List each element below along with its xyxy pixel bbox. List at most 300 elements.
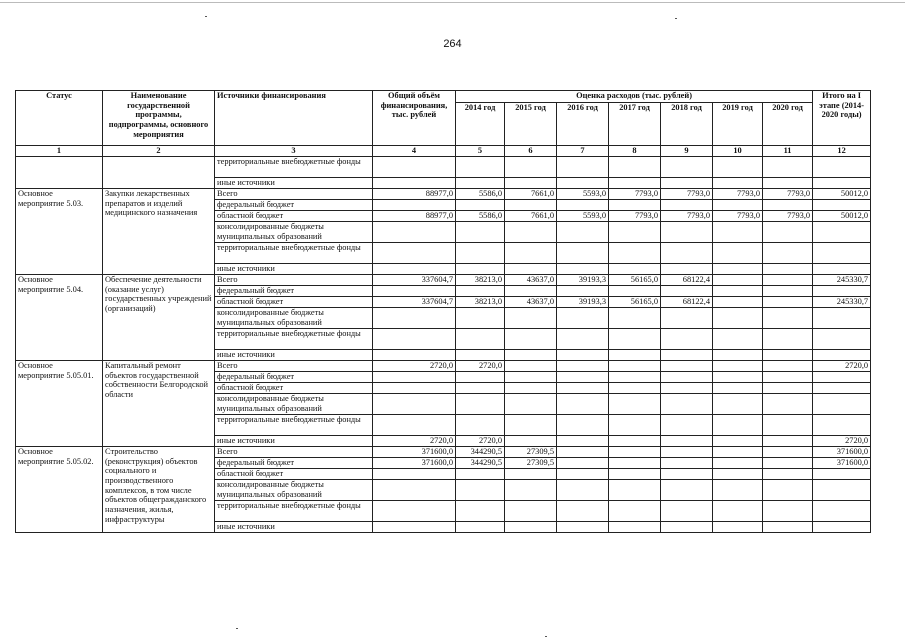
value-cell (713, 447, 763, 458)
value-cell (813, 394, 871, 415)
value-cell: 7661,0 (505, 189, 557, 200)
value-cell (505, 329, 557, 350)
value-cell (713, 522, 763, 533)
source-cell: федеральный бюджет (215, 200, 373, 211)
source-cell: консолидированные бюджеты муниципальных образований (215, 394, 373, 415)
value-cell (557, 361, 609, 372)
value-cell (713, 361, 763, 372)
value-cell (763, 436, 813, 447)
header-year: 2019 год (713, 103, 763, 146)
value-cell: 27309,5 (505, 447, 557, 458)
value-cell (505, 383, 557, 394)
column-number: 10 (713, 146, 763, 157)
source-cell: территориальные внебюджетные фонды (215, 157, 373, 178)
value-cell (813, 178, 871, 189)
value-cell (713, 372, 763, 383)
value-cell (557, 329, 609, 350)
value-cell (763, 297, 813, 308)
value-cell (661, 157, 713, 178)
value-cell (713, 415, 763, 436)
value-cell (813, 469, 871, 480)
value-cell (661, 436, 713, 447)
value-cell (713, 157, 763, 178)
column-numbers-row (16, 146, 871, 157)
value-cell (763, 383, 813, 394)
value-cell (456, 243, 505, 264)
value-cell (505, 372, 557, 383)
value-cell: 2720,0 (813, 361, 871, 372)
value-cell (813, 350, 871, 361)
column-number: 1 (16, 146, 103, 157)
header-year: 2020 год (763, 103, 813, 146)
value-cell (813, 286, 871, 297)
value-cell (456, 522, 505, 533)
value-cell (713, 480, 763, 501)
source-cell: территориальные внебюджетные фонды (215, 415, 373, 436)
value-cell: 245330,7 (813, 297, 871, 308)
value-cell (763, 275, 813, 286)
value-cell: 56165,0 (609, 275, 661, 286)
table-row (16, 157, 871, 178)
value-cell (813, 329, 871, 350)
value-cell: 337604,7 (373, 275, 456, 286)
source-cell: территориальные внебюджетные фонды (215, 243, 373, 264)
source-cell: областной бюджет (215, 383, 373, 394)
value-cell (557, 200, 609, 211)
value-cell: 7793,0 (661, 189, 713, 200)
value-cell (609, 522, 661, 533)
value-cell (661, 361, 713, 372)
source-cell: иные источники (215, 436, 373, 447)
scan-speck (236, 628, 238, 629)
value-cell (763, 458, 813, 469)
value-cell (456, 178, 505, 189)
value-cell: 88977,0 (373, 189, 456, 200)
value-cell (609, 480, 661, 501)
source-cell: федеральный бюджет (215, 372, 373, 383)
column-number: 12 (813, 146, 871, 157)
source-cell: консолидированные бюджеты муниципальных образований (215, 480, 373, 501)
value-cell (763, 415, 813, 436)
value-cell (661, 200, 713, 211)
value-cell (661, 350, 713, 361)
column-number: 8 (609, 146, 661, 157)
value-cell (609, 447, 661, 458)
scan-speck (675, 18, 677, 19)
value-cell (763, 286, 813, 297)
value-cell (609, 200, 661, 211)
value-cell (456, 501, 505, 522)
value-cell (557, 350, 609, 361)
value-cell (763, 361, 813, 372)
name-cell: Капитальный ремонт объектов государственной собственности Белгородской области (103, 361, 215, 447)
table-body (16, 157, 871, 533)
value-cell (763, 222, 813, 243)
value-cell (661, 264, 713, 275)
status-cell: Основное мероприятие 5.03. (16, 189, 103, 275)
column-number: 5 (456, 146, 505, 157)
value-cell: 7793,0 (763, 189, 813, 200)
value-cell: 43637,0 (505, 275, 557, 286)
value-cell (557, 383, 609, 394)
value-cell (505, 480, 557, 501)
value-cell: 38213,0 (456, 297, 505, 308)
scan-edge (0, 2, 905, 3)
value-cell (505, 415, 557, 436)
value-cell (713, 350, 763, 361)
value-cell: 2720,0 (456, 436, 505, 447)
value-cell (505, 200, 557, 211)
source-cell: областной бюджет (215, 469, 373, 480)
value-cell (713, 436, 763, 447)
value-cell: 7793,0 (661, 211, 713, 222)
value-cell (557, 415, 609, 436)
value-cell (456, 264, 505, 275)
value-cell (373, 243, 456, 264)
value-cell (813, 415, 871, 436)
value-cell (557, 436, 609, 447)
value-cell (763, 200, 813, 211)
value-cell (661, 383, 713, 394)
value-cell (373, 522, 456, 533)
value-cell (713, 458, 763, 469)
value-cell (661, 458, 713, 469)
value-cell (557, 243, 609, 264)
table-row (16, 189, 871, 200)
value-cell (456, 200, 505, 211)
value-cell (505, 350, 557, 361)
value-cell (763, 480, 813, 501)
value-cell (763, 243, 813, 264)
value-cell: 39193,3 (557, 297, 609, 308)
value-cell: 2720,0 (456, 361, 505, 372)
value-cell (609, 264, 661, 275)
value-cell (661, 372, 713, 383)
value-cell: 50012,0 (813, 189, 871, 200)
value-cell (456, 157, 505, 178)
value-cell: 50012,0 (813, 211, 871, 222)
value-cell: 5586,0 (456, 211, 505, 222)
value-cell (456, 480, 505, 501)
column-number: 6 (505, 146, 557, 157)
header-estimate: Оценка расходов (тыс. рублей) (456, 91, 813, 103)
scan-speck (545, 636, 547, 637)
value-cell (609, 243, 661, 264)
value-cell (813, 243, 871, 264)
name-cell: Обеспечение деятельности (оказание услуг) государственных учреждений (организаций) (103, 275, 215, 361)
source-cell: Всего (215, 275, 373, 286)
name-cell: Закупки лекарственных препаратов и изделий медицинского назначения (103, 189, 215, 275)
value-cell (505, 222, 557, 243)
value-cell: 5593,0 (557, 211, 609, 222)
name-cell: Строительство (реконструкция) объектов социального и производственного комплексов, в том числе объектов общегражданского назначения, жилья, инфраструктуры (103, 447, 215, 533)
value-cell: 245330,7 (813, 275, 871, 286)
header-year: 2016 год (557, 103, 609, 146)
value-cell (609, 501, 661, 522)
value-cell (713, 297, 763, 308)
value-cell (713, 275, 763, 286)
page-number: 264 (443, 38, 462, 50)
value-cell (505, 243, 557, 264)
value-cell (661, 447, 713, 458)
value-cell (661, 522, 713, 533)
value-cell (373, 469, 456, 480)
value-cell (609, 286, 661, 297)
table-row (16, 275, 871, 286)
source-cell: территориальные внебюджетные фонды (215, 329, 373, 350)
value-cell: 43637,0 (505, 297, 557, 308)
value-cell (609, 222, 661, 243)
header-total: Общий объём финансирования, тыс. рублей (373, 91, 456, 146)
value-cell (557, 308, 609, 329)
header-year: 2014 год (456, 103, 505, 146)
value-cell: 7793,0 (713, 189, 763, 200)
table-row (16, 361, 871, 372)
value-cell (609, 383, 661, 394)
value-cell (505, 178, 557, 189)
source-cell: иные источники (215, 264, 373, 275)
value-cell (373, 415, 456, 436)
value-cell (373, 383, 456, 394)
column-number: 9 (661, 146, 713, 157)
value-cell (609, 329, 661, 350)
column-number: 11 (763, 146, 813, 157)
value-cell (763, 469, 813, 480)
value-cell (813, 522, 871, 533)
value-cell (763, 329, 813, 350)
value-cell (373, 286, 456, 297)
value-cell (373, 308, 456, 329)
value-cell (661, 308, 713, 329)
value-cell (456, 415, 505, 436)
value-cell (557, 501, 609, 522)
source-cell: Всего (215, 361, 373, 372)
value-cell (661, 415, 713, 436)
value-cell: 27309,5 (505, 458, 557, 469)
value-cell (763, 372, 813, 383)
value-cell: 7793,0 (763, 211, 813, 222)
header-stage-total: Итого на I этапе (2014-2020 годы) (813, 91, 871, 146)
value-cell (456, 383, 505, 394)
value-cell (505, 286, 557, 297)
value-cell (609, 372, 661, 383)
value-cell (505, 501, 557, 522)
table-row (16, 447, 871, 458)
value-cell: 88977,0 (373, 211, 456, 222)
source-cell: иные источники (215, 522, 373, 533)
source-cell: Всего (215, 447, 373, 458)
value-cell (373, 350, 456, 361)
value-cell (713, 178, 763, 189)
value-cell (505, 264, 557, 275)
value-cell (661, 286, 713, 297)
value-cell (557, 469, 609, 480)
source-cell: областной бюджет (215, 211, 373, 222)
value-cell (661, 243, 713, 264)
value-cell (661, 222, 713, 243)
value-cell (373, 480, 456, 501)
value-cell (661, 480, 713, 501)
source-cell: иные источники (215, 350, 373, 361)
value-cell: 68122,4 (661, 297, 713, 308)
header-status: Статус (16, 91, 103, 146)
value-cell (661, 329, 713, 350)
value-cell (456, 372, 505, 383)
value-cell (763, 394, 813, 415)
value-cell (456, 222, 505, 243)
value-cell (763, 264, 813, 275)
source-cell: территориальные внебюджетные фонды (215, 501, 373, 522)
value-cell (763, 308, 813, 329)
value-cell (813, 222, 871, 243)
value-cell (763, 522, 813, 533)
source-cell: Всего (215, 189, 373, 200)
value-cell (713, 264, 763, 275)
value-cell (813, 480, 871, 501)
header-source: Источники финансирования (215, 91, 373, 146)
value-cell (661, 394, 713, 415)
value-cell (609, 361, 661, 372)
value-cell (505, 394, 557, 415)
value-cell (505, 308, 557, 329)
scan-speck (205, 16, 207, 17)
source-cell: областной бюджет (215, 297, 373, 308)
value-cell (713, 200, 763, 211)
status-cell: Основное мероприятие 5.05.02. (16, 447, 103, 533)
value-cell: 371600,0 (813, 447, 871, 458)
header-year: 2017 год (609, 103, 661, 146)
value-cell (456, 350, 505, 361)
value-cell (373, 178, 456, 189)
value-cell: 2720,0 (373, 361, 456, 372)
status-cell: Основное мероприятие 5.05.01. (16, 361, 103, 447)
table-header (16, 91, 871, 157)
value-cell (813, 372, 871, 383)
column-number: 4 (373, 146, 456, 157)
value-cell (373, 329, 456, 350)
value-cell (609, 469, 661, 480)
value-cell (813, 200, 871, 211)
value-cell (373, 222, 456, 243)
value-cell (609, 394, 661, 415)
value-cell (763, 157, 813, 178)
value-cell (609, 308, 661, 329)
value-cell: 344290,5 (456, 458, 505, 469)
value-cell: 56165,0 (609, 297, 661, 308)
header-year: 2018 год (661, 103, 713, 146)
value-cell (609, 458, 661, 469)
value-cell (609, 350, 661, 361)
value-cell (557, 264, 609, 275)
value-cell: 344290,5 (456, 447, 505, 458)
value-cell (505, 361, 557, 372)
value-cell (557, 157, 609, 178)
value-cell (813, 157, 871, 178)
value-cell (373, 264, 456, 275)
value-cell (456, 329, 505, 350)
value-cell: 7793,0 (609, 211, 661, 222)
value-cell (505, 157, 557, 178)
value-cell (557, 394, 609, 415)
value-cell (505, 522, 557, 533)
value-cell (557, 222, 609, 243)
value-cell (456, 286, 505, 297)
source-cell: иные источники (215, 178, 373, 189)
value-cell: 68122,4 (661, 275, 713, 286)
value-cell: 371600,0 (813, 458, 871, 469)
value-cell: 7793,0 (609, 189, 661, 200)
status-cell: Основное мероприятие 5.04. (16, 275, 103, 361)
value-cell: 7661,0 (505, 211, 557, 222)
value-cell: 337604,7 (373, 297, 456, 308)
value-cell (609, 436, 661, 447)
value-cell (713, 501, 763, 522)
value-cell (557, 178, 609, 189)
value-cell (373, 501, 456, 522)
value-cell (661, 501, 713, 522)
value-cell (609, 157, 661, 178)
value-cell: 5586,0 (456, 189, 505, 200)
value-cell: 38213,0 (456, 275, 505, 286)
value-cell (609, 415, 661, 436)
value-cell (813, 383, 871, 394)
value-cell (763, 350, 813, 361)
value-cell (713, 222, 763, 243)
value-cell (661, 178, 713, 189)
value-cell (373, 372, 456, 383)
value-cell: 2720,0 (373, 436, 456, 447)
value-cell (456, 308, 505, 329)
value-cell (373, 200, 456, 211)
value-cell: 371600,0 (373, 458, 456, 469)
value-cell (373, 394, 456, 415)
value-cell (557, 372, 609, 383)
value-cell (373, 157, 456, 178)
value-cell (813, 264, 871, 275)
value-cell (456, 469, 505, 480)
value-cell (456, 394, 505, 415)
value-cell (713, 308, 763, 329)
value-cell (713, 394, 763, 415)
source-cell: консолидированные бюджеты муниципальных образований (215, 308, 373, 329)
value-cell (763, 501, 813, 522)
column-number: 7 (557, 146, 609, 157)
value-cell (557, 286, 609, 297)
header-year: 2015 год (505, 103, 557, 146)
value-cell (813, 308, 871, 329)
value-cell (813, 501, 871, 522)
value-cell (763, 178, 813, 189)
value-cell (763, 447, 813, 458)
source-cell: федеральный бюджет (215, 286, 373, 297)
status-cell (16, 157, 103, 189)
value-cell (661, 469, 713, 480)
column-number: 2 (103, 146, 215, 157)
value-cell: 39193,3 (557, 275, 609, 286)
value-cell: 2720,0 (813, 436, 871, 447)
value-cell: 7793,0 (713, 211, 763, 222)
value-cell (557, 458, 609, 469)
source-cell: федеральный бюджет (215, 458, 373, 469)
value-cell (713, 329, 763, 350)
value-cell (713, 383, 763, 394)
value-cell (505, 469, 557, 480)
value-cell (557, 522, 609, 533)
value-cell (609, 178, 661, 189)
column-number: 3 (215, 146, 373, 157)
source-cell: консолидированные бюджеты муниципальных образований (215, 222, 373, 243)
financing-table (15, 90, 871, 533)
